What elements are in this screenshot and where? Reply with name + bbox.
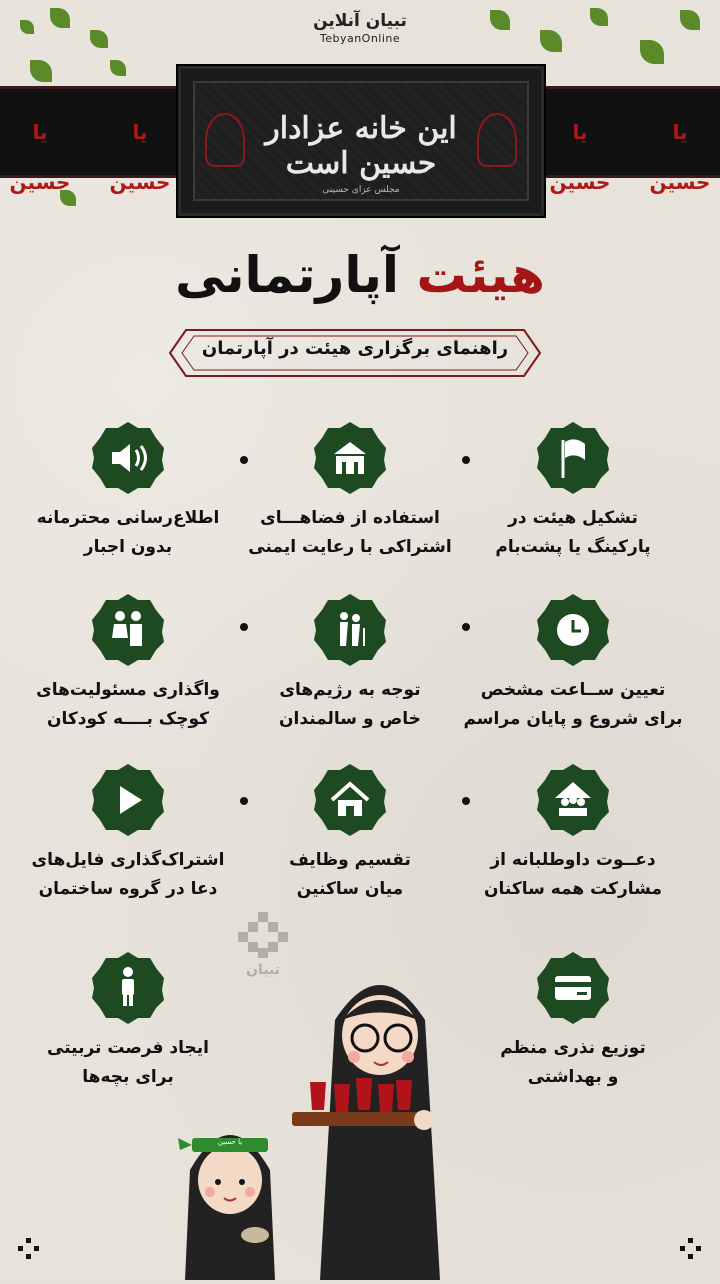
tip-label: اشتراک‌گذاری فایل‌های دعا در گروه ساختمان	[31, 850, 225, 899]
headband-text: یا حسین	[217, 1138, 243, 1146]
speaker-icon	[90, 420, 166, 496]
corner-ornament	[680, 1238, 702, 1260]
banner-calligraphy: یا حسین	[649, 120, 711, 194]
tip-label: اطلاع‌رسانی محترمانه بدون اجبار	[36, 508, 220, 557]
building-icon	[312, 420, 388, 496]
card-icon	[535, 950, 611, 1026]
title-red-part: هیئت	[416, 246, 545, 304]
tip-label: تقسیم وظایف میان ساکنین	[289, 850, 411, 899]
child-illustration	[170, 1110, 290, 1280]
tip-item	[18, 420, 238, 562]
hand-emblem-icon	[477, 113, 517, 167]
tip-item	[240, 592, 460, 734]
tip-label: توجه به رژیم‌های خاص و سالمندان	[279, 680, 421, 729]
brand-name-fa: تبیان آنلاین	[313, 11, 407, 31]
clock-icon	[535, 592, 611, 668]
banner-small-text: مجلس عزای حسینی	[322, 185, 400, 195]
tip-label: دعــوت داوطلبانه از مشارکت همه ساکنان	[483, 850, 663, 899]
tip-item	[463, 420, 683, 562]
woman-illustration	[290, 960, 470, 1280]
side-banner-left	[0, 86, 190, 194]
tip-item	[463, 762, 683, 904]
play-icon	[90, 762, 166, 838]
tip-label: تعیین ســاعت مشخص برای شروع و پایان مراسم	[463, 680, 683, 729]
brand-logo	[300, 10, 420, 45]
tip-item	[240, 762, 460, 904]
tip-item	[18, 950, 238, 1092]
banner-calligraphy: یا حسین	[9, 120, 71, 194]
home-icon	[312, 762, 388, 838]
tip-label: استفاده از فضاهـــای اشتراکی با رعایت ایمنی	[248, 508, 452, 557]
tip-label: واگذاری مسئولیت‌های کوچک بــــه کودکان	[36, 680, 220, 729]
title-black-part: آپارتمانی	[175, 246, 400, 304]
mourning-banner	[178, 66, 544, 216]
banner-calligraphy: یا حسین	[549, 120, 611, 194]
brand-name-en: TebyanOnline	[319, 32, 401, 45]
elderly-icon	[312, 592, 388, 668]
page-title	[0, 240, 720, 310]
tip-item	[463, 950, 683, 1092]
side-banner-right	[530, 86, 720, 194]
watermark-text: تبیان	[246, 962, 280, 978]
banner-main-text: این خانه عزادار حسین است	[265, 111, 457, 181]
tip-item	[463, 592, 683, 734]
tip-item	[240, 420, 460, 562]
children-icon	[90, 592, 166, 668]
hand-emblem-icon	[205, 113, 245, 167]
tip-item	[18, 762, 238, 904]
tip-label: تشکیل هیئت در پارکینگ یا پشت‌بام	[495, 508, 651, 557]
watermark-logo	[238, 912, 288, 982]
person-icon	[90, 950, 166, 1026]
community-icon	[535, 762, 611, 838]
tip-label: ایجاد فرصت تربیتی برای بچه‌ها	[47, 1038, 209, 1087]
tip-label: توزیع نذری منظم و بهداشتی	[500, 1038, 646, 1087]
banner-calligraphy: یا حسین	[109, 120, 171, 194]
subtitle-text: راهنمای برگزاری هیئت در آپارتمان	[201, 338, 509, 359]
tip-item	[18, 592, 238, 734]
flag-icon	[535, 420, 611, 496]
subtitle-banner	[166, 326, 544, 380]
corner-ornament	[18, 1238, 40, 1260]
